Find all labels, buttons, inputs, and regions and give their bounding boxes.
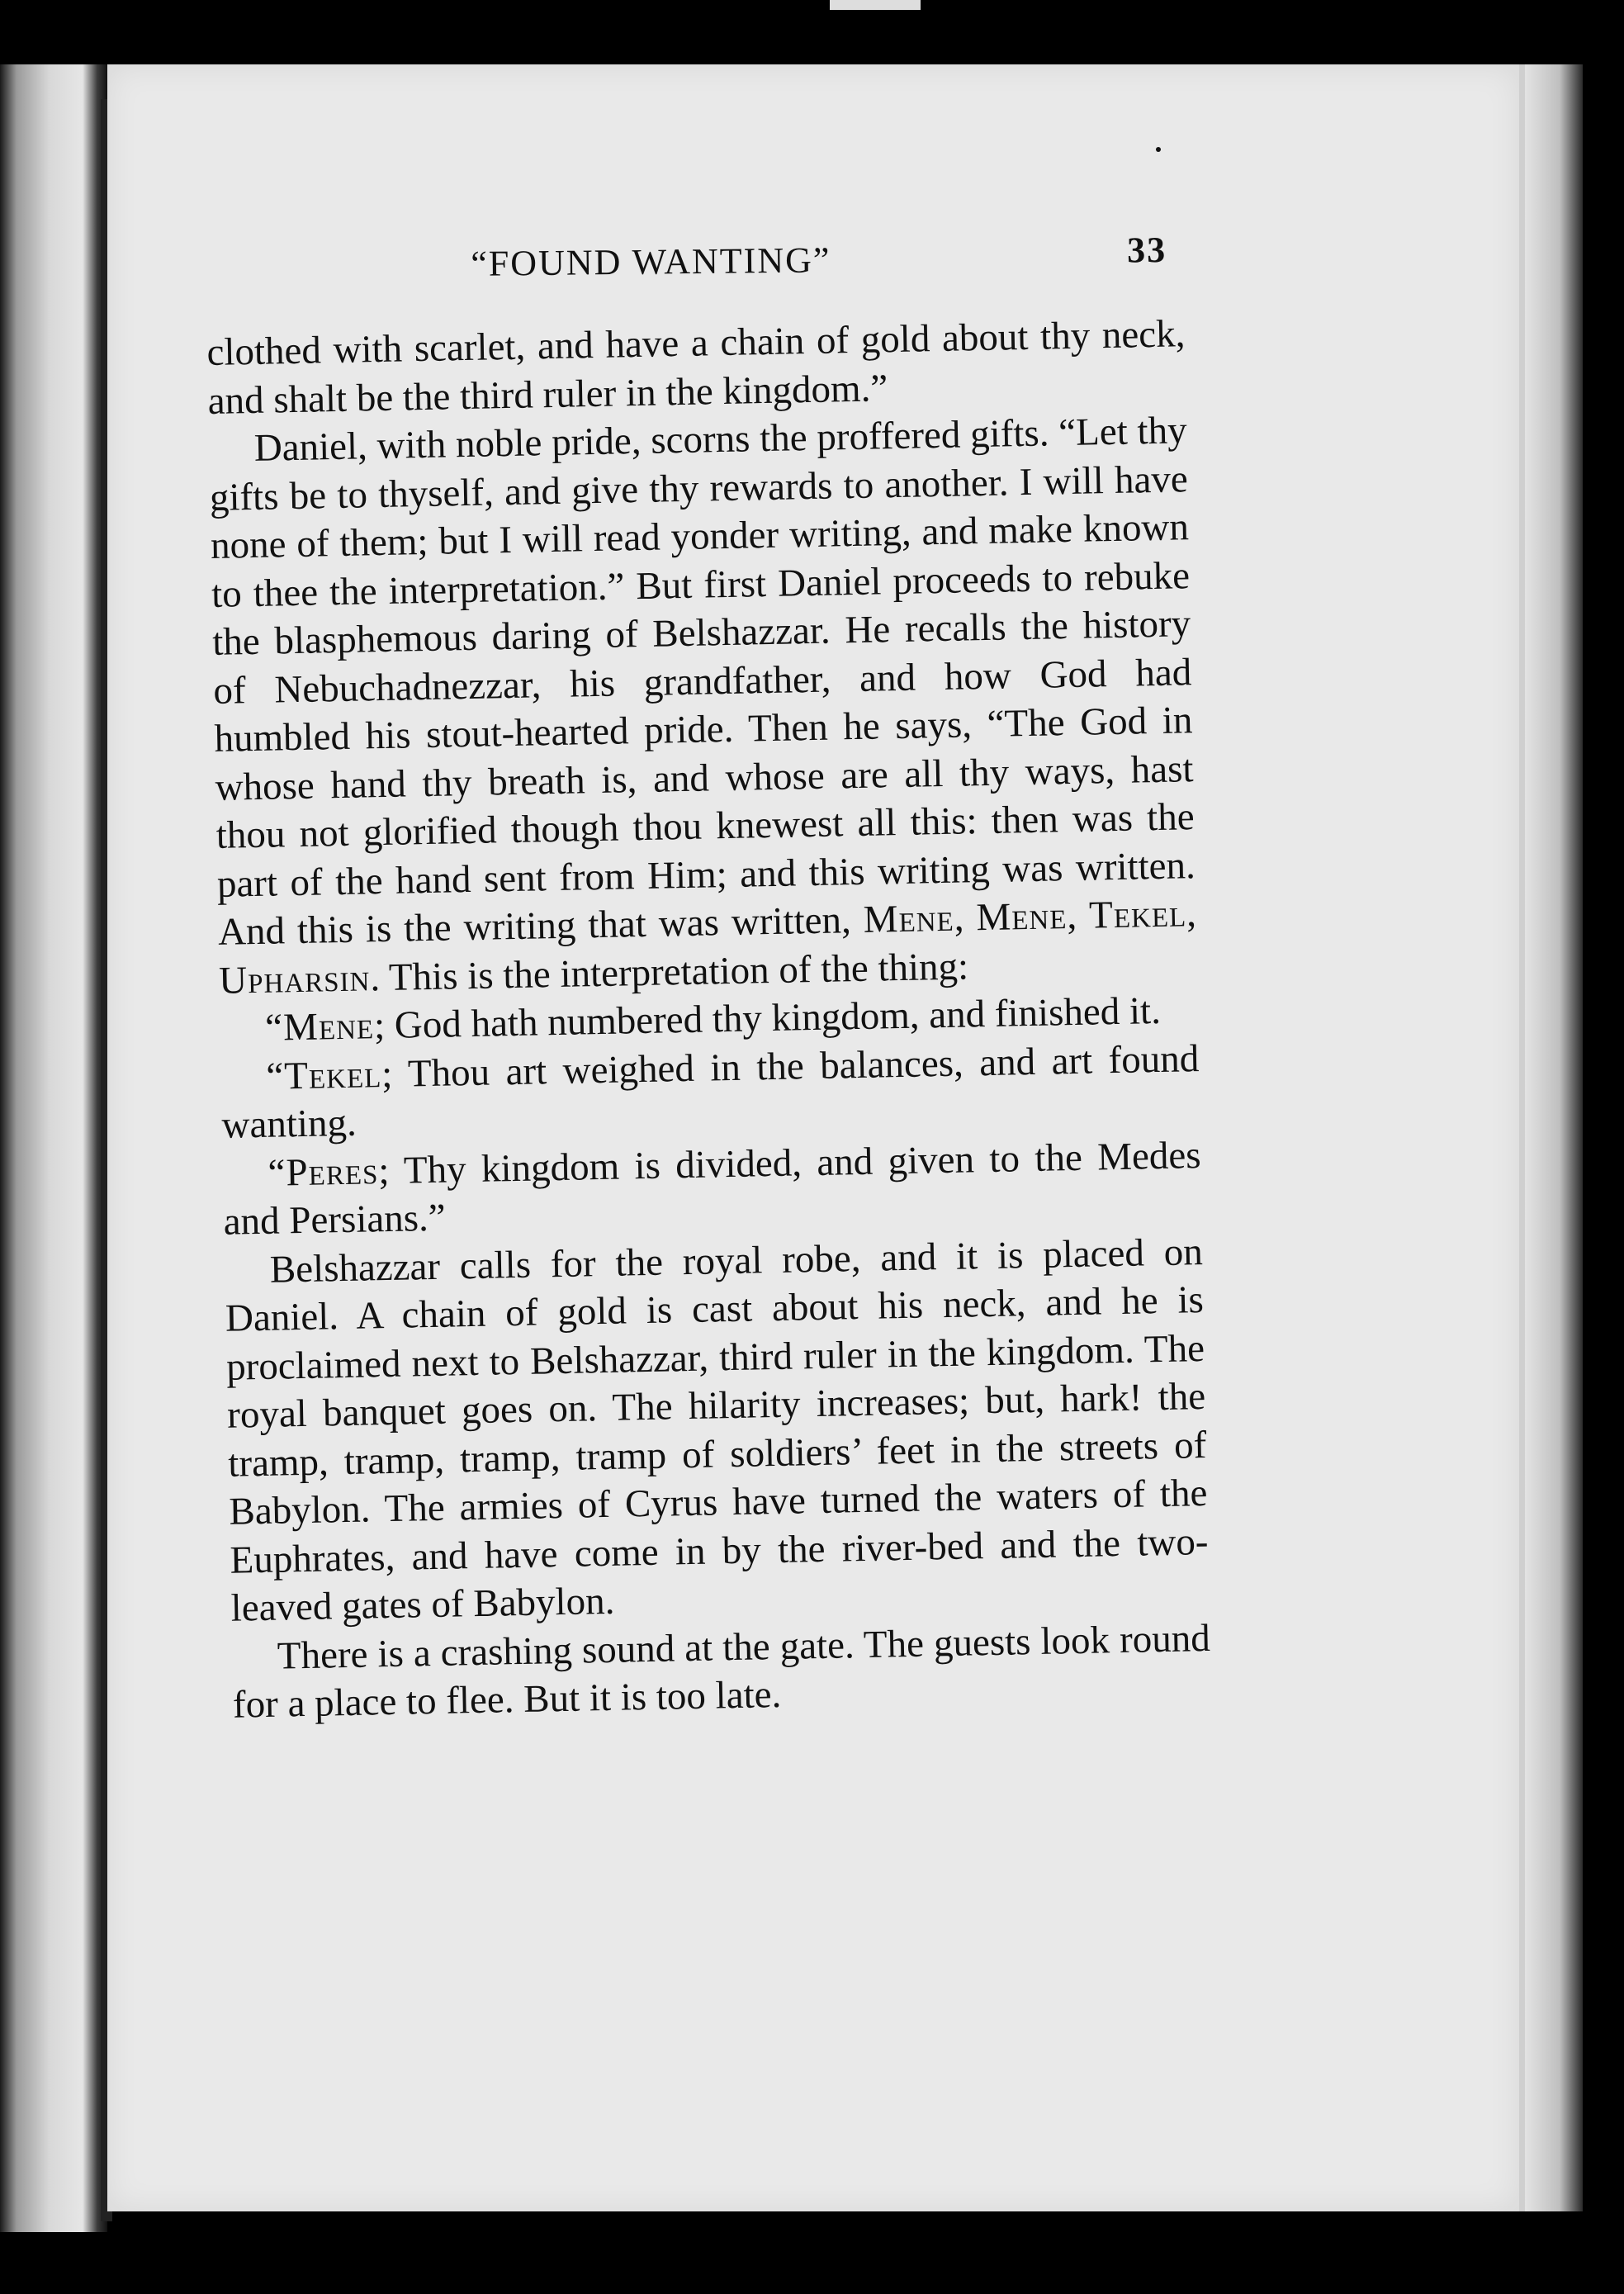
scan-speck xyxy=(830,0,921,10)
paragraph: clothed with scarlet, and have a chain of gold about thy neck, and shalt be the third ruler in the kingdom.” xyxy=(206,312,1186,423)
right-page-edge xyxy=(1525,64,1583,2211)
paragraph-text: Daniel, with noble pride, scorns the proffered gifts. “Let thy gifts be to thyself, and give thy rewards to another. I will have none of them; but I will read yonder writing, and make known to thee the interpretation.” But first Daniel proceeds to rebuke the blasphemous daring of Belshazzar. He recalls the history of Nebuchadnezzar, his grandfather, and how God had humbled his stout-hearted pride. Then he says, “The God in whose hand thy breath is, and whose are all thy ways, hast thou not glorified though thou knewest all this: then was the part of the hand sent from Him; and this writing was written. And this is the writing that was written, xyxy=(209,409,1196,954)
scan-speck xyxy=(1156,147,1161,152)
running-title: “FOUND WANTING” xyxy=(471,239,831,284)
paragraph-text: ; Thou art weighed in the balances, and art found wanting. xyxy=(221,1036,1200,1147)
paragraph-text: ; God hath numbered thy kingdom, and finished it. xyxy=(373,988,1162,1048)
small-caps-word: Tekel xyxy=(1088,892,1187,937)
paragraph xyxy=(220,1035,1200,1150)
small-caps-word: Mene xyxy=(975,894,1068,940)
paragraph-text: This is the interpretation of the thing: xyxy=(388,944,969,999)
small-caps-word: Mene xyxy=(863,896,955,941)
paragraph xyxy=(222,1131,1202,1247)
paragraph-text: ; Thy kingdom is divided, and given to the Medes and Persians.” xyxy=(223,1133,1201,1244)
small-caps-word: Upharsin xyxy=(218,955,371,1002)
left-page-edge xyxy=(0,64,107,2232)
small-caps-word: “Peres xyxy=(268,1149,379,1195)
small-caps-word: “Tekel xyxy=(265,1052,382,1098)
paragraph: Daniel, with noble pride, scorns the proffered gifts. “Let thy gifts be to thyself, and give thy rewards to another. I will have none of them; but I will read yonder writing, and make known to thee the interpretation.” But first Daniel proceeds to rebuke the blasphemous daring of Belshazzar. He recalls the history of Nebuchadnezzar, his grandfather, and how God had humbled his stout-hearted pride. Then he says, “The God in whose hand thy breath is, and whose are all thy ways, hast thou not glorified though thou knewest all this: then was the part of the hand sent from Him; and this writing was written. And this is the writing that was written, Mene, Mene, Tekel, Upharsin. This is the interpretation of the thing: xyxy=(209,409,1197,1002)
paragraph: Belshazzar calls for the royal robe, and it is placed on Daniel. A chain of gold is cast about his neck, and he is proclaimed next to Belshazzar, third ruler in the kingdom. The royal banquet goes on. The hilarity increases; but, hark! the tramp, tramp, tramp, tramp of soldiers’ feet in the streets of Babylon. The armies of Cyrus have turned the waters of the Euphrates, and have come in by the river-bed and the two-leaved gates of Babylon. xyxy=(225,1230,1209,1630)
small-caps-word: “Mene xyxy=(264,1004,375,1050)
page-number: 33 xyxy=(1126,230,1167,271)
body-text xyxy=(206,310,1211,1729)
paragraph: There is a crashing sound at the gate. The guests look round for a place to flee. But it is too late. xyxy=(232,1616,1211,1727)
